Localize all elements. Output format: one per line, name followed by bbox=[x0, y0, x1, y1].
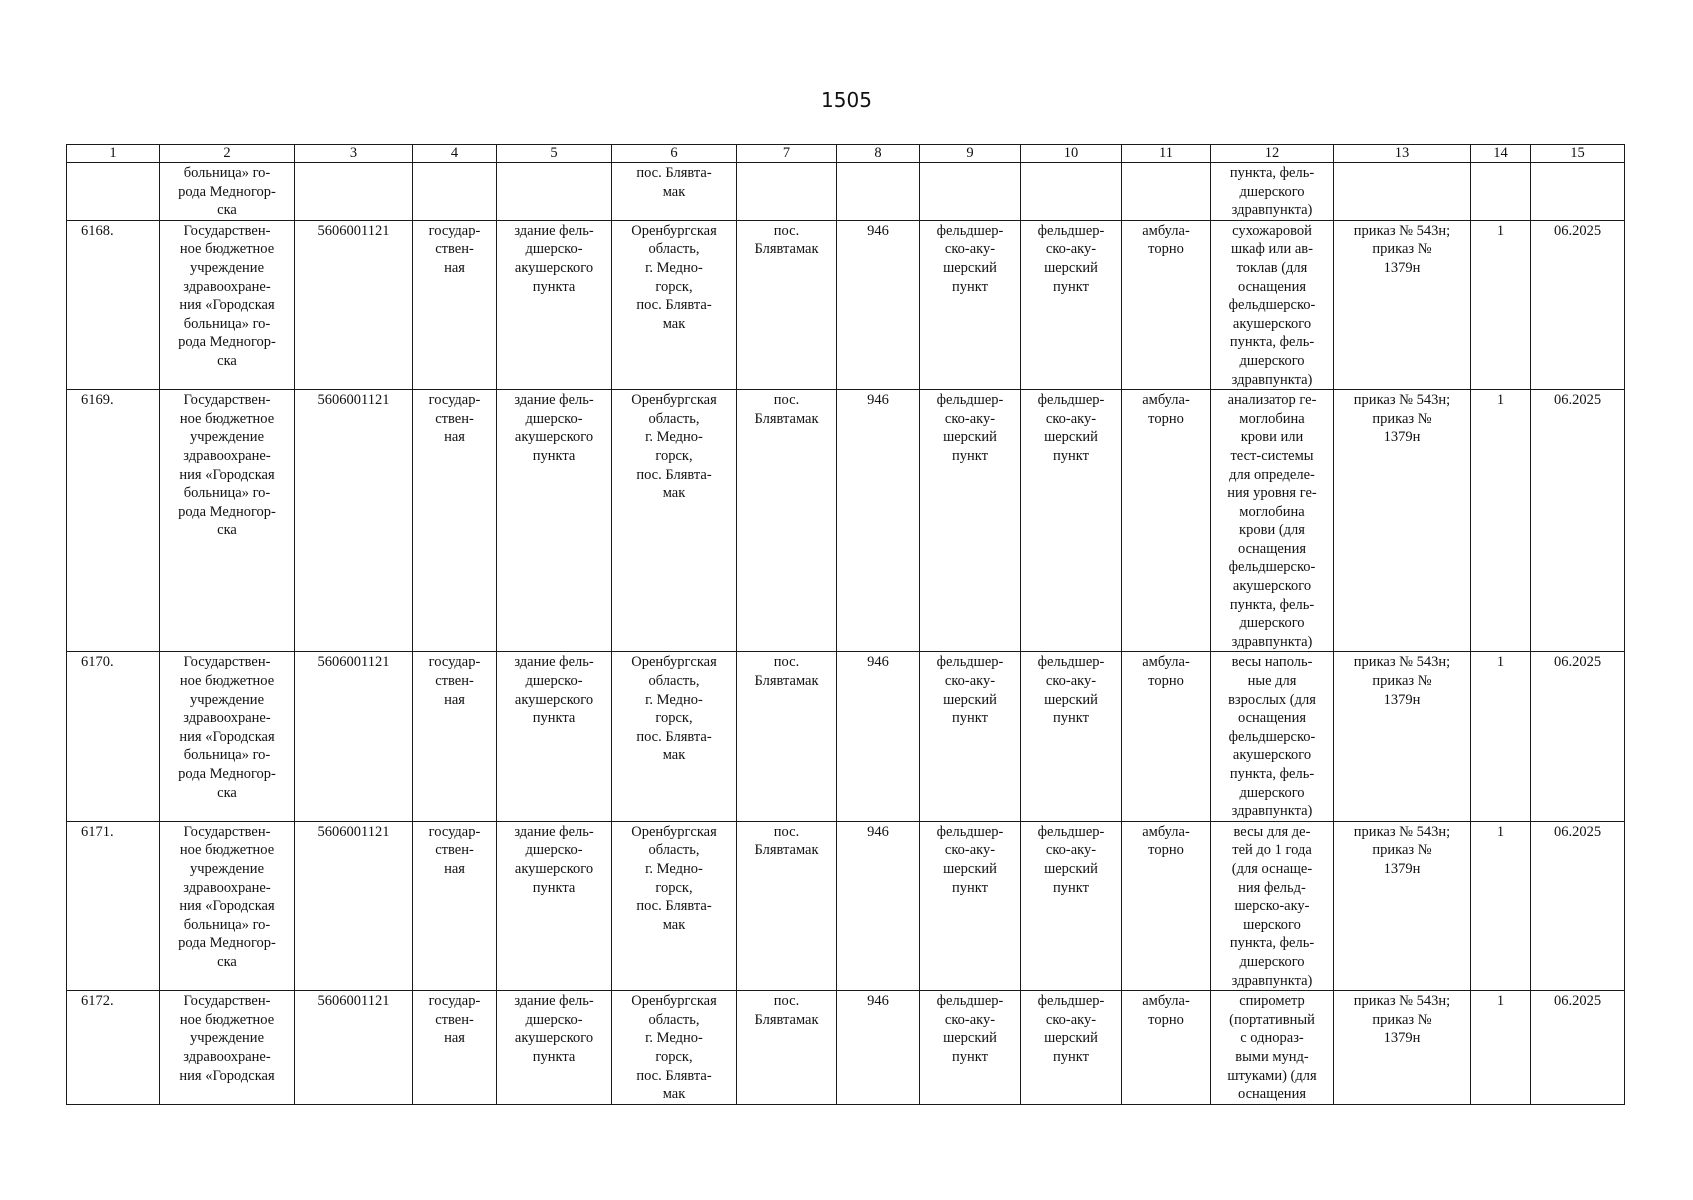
data-table bbox=[66, 144, 1625, 1105]
table-cell-col-7: пос. Блявтамак bbox=[737, 991, 837, 1105]
page-number: 1505 bbox=[821, 88, 872, 112]
column-number-8: 8 bbox=[837, 145, 920, 163]
table-cell-col-15: 06.2025 bbox=[1531, 991, 1625, 1105]
table-cell-col-10: фельдшер- ско-аку- шерский пункт bbox=[1021, 991, 1122, 1105]
column-number-10: 10 bbox=[1021, 145, 1122, 163]
table-cell-col-12: спирометр (портативный с однораз- выми мунд- штуками) (для оснащения bbox=[1211, 991, 1334, 1105]
table-cell-col-14: 1 bbox=[1471, 652, 1531, 821]
table-cell-col-11: амбула- торно bbox=[1122, 652, 1211, 821]
table-cell-col-3 bbox=[295, 163, 413, 221]
table-cell-col-8: 946 bbox=[837, 652, 920, 821]
table-cell-col-9: фельдшер- ско-аку- шерский пункт bbox=[920, 821, 1021, 990]
table-cell-col-1: 6171. bbox=[67, 821, 160, 990]
table-cell-col-7: пос. Блявтамак bbox=[737, 652, 837, 821]
table-cell-col-3: 5606001121 bbox=[295, 991, 413, 1105]
table-cell-col-4: государ- ствен- ная bbox=[413, 991, 497, 1105]
table-cell-col-5: здание фель- дшерско- акушерского пункта bbox=[497, 390, 612, 652]
table-cell-col-13: приказ № 543н; приказ № 1379н bbox=[1334, 390, 1471, 652]
table-cell-col-5: здание фель- дшерско- акушерского пункта bbox=[497, 652, 612, 821]
table-header bbox=[67, 145, 1625, 163]
table-cell-col-10: фельдшер- ско-аку- шерский пункт bbox=[1021, 390, 1122, 652]
table-cell-col-15: 06.2025 bbox=[1531, 220, 1625, 389]
column-number-11: 11 bbox=[1122, 145, 1211, 163]
column-number-5: 5 bbox=[497, 145, 612, 163]
table-cell-col-2: больница» го- рода Медногор- ска bbox=[160, 163, 295, 221]
table-cell-col-1 bbox=[67, 163, 160, 221]
table-cell-col-5: здание фель- дшерско- акушерского пункта bbox=[497, 991, 612, 1105]
table-cell-col-5 bbox=[497, 163, 612, 221]
table-body bbox=[67, 163, 1625, 1105]
table-cell-col-4: государ- ствен- ная bbox=[413, 652, 497, 821]
table-cell-col-3: 5606001121 bbox=[295, 652, 413, 821]
table-cell-col-6: Оренбургская область, г. Медно- горск, пос. Блявта- мак bbox=[612, 390, 737, 652]
table-row bbox=[67, 163, 1625, 221]
table-cell-col-13: приказ № 543н; приказ № 1379н bbox=[1334, 991, 1471, 1105]
column-number-7: 7 bbox=[737, 145, 837, 163]
table-cell-col-10: фельдшер- ско-аку- шерский пункт bbox=[1021, 652, 1122, 821]
table-row bbox=[67, 220, 1625, 389]
table-cell-col-8 bbox=[837, 163, 920, 221]
table-cell-col-13: приказ № 543н; приказ № 1379н bbox=[1334, 220, 1471, 389]
table-cell-col-9: фельдшер- ско-аку- шерский пункт bbox=[920, 220, 1021, 389]
table-cell-col-13: приказ № 543н; приказ № 1379н bbox=[1334, 821, 1471, 990]
table-cell-col-2: Государствен- ное бюджетное учреждение здравоохране- ния «Городская bbox=[160, 991, 295, 1105]
table-cell-col-6: Оренбургская область, г. Медно- горск, пос. Блявта- мак bbox=[612, 220, 737, 389]
table-cell-col-12: весы наполь- ные для взрослых (для оснащения фельдшерско- акушерского пункта, фель- дшерского здравпункта) bbox=[1211, 652, 1334, 821]
table-cell-col-1: 6170. bbox=[67, 652, 160, 821]
table-cell-col-1: 6169. bbox=[67, 390, 160, 652]
table-cell-col-14: 1 bbox=[1471, 390, 1531, 652]
table-row bbox=[67, 991, 1625, 1105]
table-cell-col-4 bbox=[413, 163, 497, 221]
table-cell-col-10 bbox=[1021, 163, 1122, 221]
column-number-4: 4 bbox=[413, 145, 497, 163]
table-cell-col-9: фельдшер- ско-аку- шерский пункт bbox=[920, 652, 1021, 821]
table-cell-col-2: Государствен- ное бюджетное учреждение здравоохране- ния «Городская больница» го- рода Медногор- ска bbox=[160, 390, 295, 652]
table-cell-col-15: 06.2025 bbox=[1531, 390, 1625, 652]
table-cell-col-4: государ- ствен- ная bbox=[413, 220, 497, 389]
column-number-12: 12 bbox=[1211, 145, 1334, 163]
table-cell-col-11: амбула- торно bbox=[1122, 821, 1211, 990]
table-cell-col-14: 1 bbox=[1471, 821, 1531, 990]
table-row bbox=[67, 821, 1625, 990]
table-cell-col-12: пункта, фель- дшерского здравпункта) bbox=[1211, 163, 1334, 221]
table-cell-col-11 bbox=[1122, 163, 1211, 221]
header-row bbox=[67, 145, 1625, 163]
table-cell-col-8: 946 bbox=[837, 821, 920, 990]
table-cell-col-10: фельдшер- ско-аку- шерский пункт bbox=[1021, 220, 1122, 389]
table-cell-col-4: государ- ствен- ная bbox=[413, 390, 497, 652]
table-cell-col-7: пос. Блявтамак bbox=[737, 821, 837, 990]
table-cell-col-11: амбула- торно bbox=[1122, 220, 1211, 389]
column-number-14: 14 bbox=[1471, 145, 1531, 163]
table-row bbox=[67, 652, 1625, 821]
table-cell-col-9: фельдшер- ско-аку- шерский пункт bbox=[920, 991, 1021, 1105]
table-cell-col-15: 06.2025 bbox=[1531, 821, 1625, 990]
table-cell-col-5: здание фель- дшерско- акушерского пункта bbox=[497, 220, 612, 389]
table-cell-col-12: анализатор ге- моглобина крови или тест-системы для определе- ния уровня ге- моглобина крови (для оснащения фельдшерско- акушерского пункта, фель- дшерского здравпункта) bbox=[1211, 390, 1334, 652]
column-number-6: 6 bbox=[612, 145, 737, 163]
table-cell-col-8: 946 bbox=[837, 390, 920, 652]
column-number-9: 9 bbox=[920, 145, 1021, 163]
table-cell-col-9: фельдшер- ско-аку- шерский пункт bbox=[920, 390, 1021, 652]
column-number-3: 3 bbox=[295, 145, 413, 163]
table-cell-col-3: 5606001121 bbox=[295, 390, 413, 652]
table-cell-col-8: 946 bbox=[837, 220, 920, 389]
table-cell-col-7: пос. Блявтамак bbox=[737, 390, 837, 652]
table-cell-col-2: Государствен- ное бюджетное учреждение здравоохране- ния «Городская больница» го- рода Медногор- ска bbox=[160, 220, 295, 389]
table-cell-col-3: 5606001121 bbox=[295, 821, 413, 990]
table-cell-col-3: 5606001121 bbox=[295, 220, 413, 389]
table-cell-col-7: пос. Блявтамак bbox=[737, 220, 837, 389]
table-cell-col-14: 1 bbox=[1471, 220, 1531, 389]
table-cell-col-5: здание фель- дшерско- акушерского пункта bbox=[497, 821, 612, 990]
column-number-13: 13 bbox=[1334, 145, 1471, 163]
table-cell-col-2: Государствен- ное бюджетное учреждение здравоохране- ния «Городская больница» го- рода Медногор- ска bbox=[160, 821, 295, 990]
table-cell-col-8: 946 bbox=[837, 991, 920, 1105]
table-cell-col-4: государ- ствен- ная bbox=[413, 821, 497, 990]
table-cell-col-14: 1 bbox=[1471, 991, 1531, 1105]
table-cell-col-6: Оренбургская область, г. Медно- горск, пос. Блявта- мак bbox=[612, 821, 737, 990]
table-cell-col-11: амбула- торно bbox=[1122, 991, 1211, 1105]
table-cell-col-1: 6172. bbox=[67, 991, 160, 1105]
table-cell-col-12: сухожаровой шкаф или ав- токлав (для оснащения фельдшерско- акушерского пункта, фель- дшерского здравпункта) bbox=[1211, 220, 1334, 389]
table-cell-col-6: пос. Блявта- мак bbox=[612, 163, 737, 221]
table-cell-col-2: Государствен- ное бюджетное учреждение здравоохране- ния «Городская больница» го- рода Медногор- ска bbox=[160, 652, 295, 821]
table-cell-col-10: фельдшер- ско-аку- шерский пункт bbox=[1021, 821, 1122, 990]
table-cell-col-15 bbox=[1531, 163, 1625, 221]
table-cell-col-1: 6168. bbox=[67, 220, 160, 389]
table-cell-col-6: Оренбургская область, г. Медно- горск, пос. Блявта- мак bbox=[612, 652, 737, 821]
column-number-2: 2 bbox=[160, 145, 295, 163]
column-number-15: 15 bbox=[1531, 145, 1625, 163]
table-cell-col-13: приказ № 543н; приказ № 1379н bbox=[1334, 652, 1471, 821]
column-number-1: 1 bbox=[67, 145, 160, 163]
table-cell-col-9 bbox=[920, 163, 1021, 221]
table-cell-col-13 bbox=[1334, 163, 1471, 221]
table-cell-col-12: весы для де- тей до 1 года (для оснаще- ния фельд- шерско-аку- шерского пункта, фель- дшерского здравпункта) bbox=[1211, 821, 1334, 990]
table-cell-col-7 bbox=[737, 163, 837, 221]
table-cell-col-15: 06.2025 bbox=[1531, 652, 1625, 821]
table-cell-col-11: амбула- торно bbox=[1122, 390, 1211, 652]
table-cell-col-6: Оренбургская область, г. Медно- горск, пос. Блявта- мак bbox=[612, 991, 737, 1105]
table-row bbox=[67, 390, 1625, 652]
table-cell-col-14 bbox=[1471, 163, 1531, 221]
